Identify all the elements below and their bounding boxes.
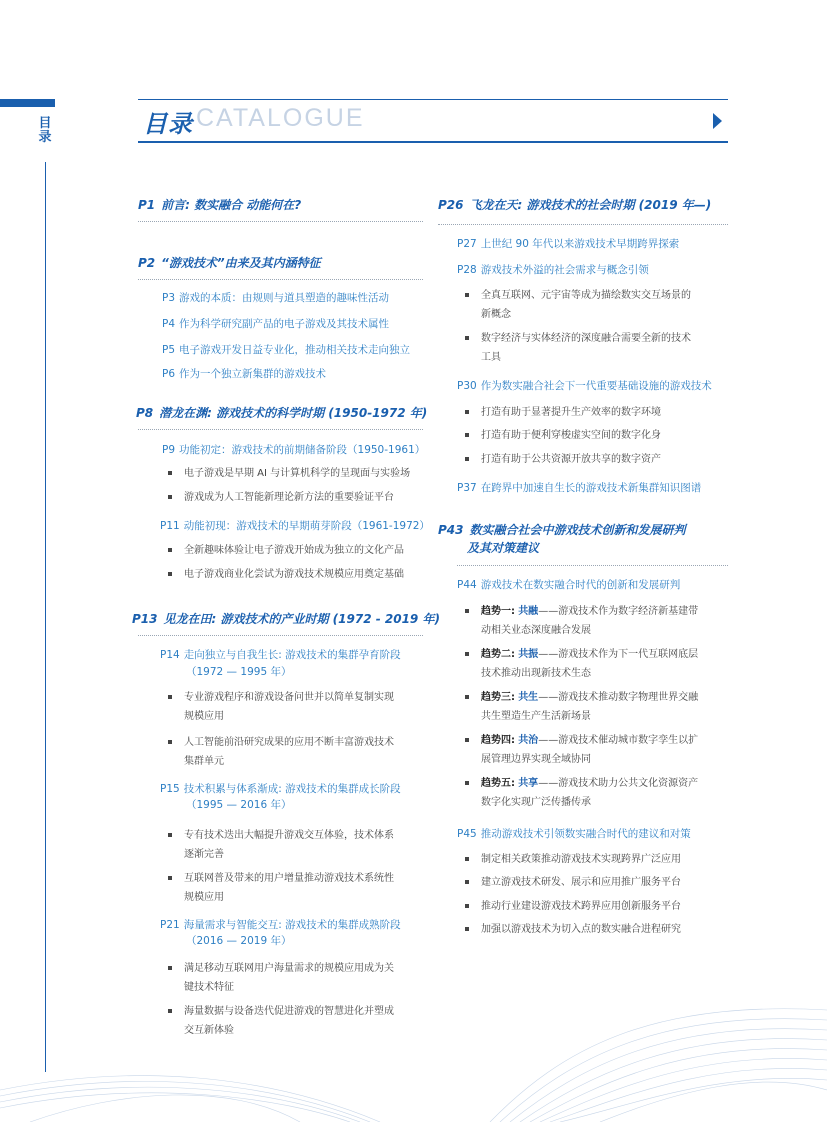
toc-page-number: P4 <box>162 318 176 330</box>
toc-page-number: P44 <box>457 579 477 591</box>
toc-entry-p15[interactable] <box>160 782 401 797</box>
page-title: 目录 <box>143 110 193 138</box>
toc-page-number: P6 <box>162 368 176 380</box>
toc-page-number: P8 <box>136 406 154 420</box>
toc-entry-title: 游戏技术在数实融合时代的创新和发展研判 <box>480 579 681 591</box>
dotted-divider <box>138 221 423 222</box>
toc-entry-title: 游戏技术外溢的社会需求与概念引领 <box>480 264 649 276</box>
toc-section-title-line2: 及其对策建议 <box>467 541 540 555</box>
bullet-item: 数字经济与实体经济的深度融合需要全新的技术 工具 <box>481 329 691 367</box>
toc-entry-p6[interactable] <box>162 367 326 382</box>
toc-entry-title: 作为科学研究副产品的电子游戏及其技术属性 <box>179 318 390 330</box>
toc-page-number: P5 <box>162 344 176 356</box>
toc-entry-title: 动能初现：游戏技术的早期萌芽阶段（1961-1972） <box>183 520 430 532</box>
toc-entry-p4[interactable] <box>162 317 389 332</box>
toc-section-p13[interactable] <box>132 610 440 627</box>
trend-item: 趋势三: 共生——游戏技术推动数字物理世界交融 共生塑造生产生活新场景 <box>481 688 698 726</box>
toc-page-number: P15 <box>160 783 180 795</box>
toc-entry-title: 推动游戏技术引领数实融合时代的建议和对策 <box>480 828 691 840</box>
toc-entry-p30[interactable] <box>457 379 712 394</box>
toc-entry-title: 电子游戏开发日益专业化，推动相关技术走向独立 <box>179 344 411 356</box>
trend-item: 趋势四: 共治——游戏技术催动城市数字孪生以扩 展管理边界实现全域协同 <box>481 731 698 769</box>
toc-entry-p21[interactable] <box>160 918 401 933</box>
toc-page-number: P1 <box>138 198 156 212</box>
toc-entry-p37[interactable] <box>457 481 701 496</box>
toc-section-title: 前言: 数实融合 动能何在? <box>161 198 302 212</box>
toc-entry-p5[interactable] <box>162 343 410 358</box>
toc-section-p26[interactable] <box>438 196 711 213</box>
bullet-item: 满足移动互联网用户海量需求的规模应用成为关 键技术特征 <box>184 959 394 997</box>
toc-page-number: P13 <box>132 612 158 626</box>
bullet-item: 游戏成为人工智能新理论新方法的重要验证平台 <box>184 488 394 507</box>
toc-entry-title: 上世纪 90 年代以来游戏技术早期跨界探索 <box>480 238 680 250</box>
toc-entry-title: 作为一个独立新集群的游戏技术 <box>179 368 327 380</box>
toc-entry-years: （1972 — 1995 年） <box>186 666 292 678</box>
bullet-item: 专有技术迭出大幅提升游戏交互体验，技术体系 逐渐完善 <box>184 826 394 864</box>
toc-entry-p44[interactable] <box>457 578 680 593</box>
toc-page-number: P28 <box>457 264 477 276</box>
toc-section-title: 飞龙在天: 游戏技术的社会时期 (2019 年—) <box>469 198 712 212</box>
toc-section-p43[interactable] <box>438 521 686 538</box>
toc-section-title: “游戏技术”由来及其内涵特征 <box>161 256 321 270</box>
bullet-item: 加强以游戏技术为切入点的数实融合进程研究 <box>481 920 681 939</box>
bullet-item: 打造有助于公共资源开放共享的数字资产 <box>481 450 661 469</box>
toc-entry-title: 功能初定：游戏技术的前期储备阶段（1950-1961） <box>179 444 426 456</box>
side-vertical-rule <box>45 162 46 1072</box>
toc-entry-years: （2016 — 2019 年） <box>186 935 292 947</box>
toc-page-number: P2 <box>138 256 156 270</box>
toc-page-number: P21 <box>160 919 180 931</box>
toc-section-title: 见龙在田: 游戏技术的产业时期 (1972 - 2019 年) <box>163 612 440 626</box>
bullet-item: 全真互联网、元宇宙等成为描绘数实交互场景的 新概念 <box>481 286 691 324</box>
bullet-item: 打造有助于便利穿梭虚实空间的数字化身 <box>481 426 661 445</box>
toc-page-number: P9 <box>162 444 176 456</box>
toc-page-number: P30 <box>457 380 477 392</box>
trend-item: 趋势二: 共振——游戏技术作为下一代互联网底层 技术推动出现新技术生态 <box>481 645 698 683</box>
toc-entry-p3[interactable] <box>162 291 389 306</box>
bullet-item: 建立游戏技术研发、展示和应用推广服务平台 <box>481 873 681 892</box>
toc-entry-p9[interactable] <box>162 443 425 458</box>
toc-section-p2[interactable] <box>138 254 321 271</box>
toc-page-number: P26 <box>438 198 464 212</box>
dotted-divider <box>138 279 423 280</box>
header-bottom-rule <box>138 141 728 143</box>
side-tab-bar <box>0 99 55 107</box>
bullet-item: 海量数据与设备迭代促进游戏的智慧进化并塑成 交互新体验 <box>184 1002 394 1040</box>
trend-item: 趋势五: 共享——游戏技术助力公共文化资源资产 数字化实现广泛传播传承 <box>481 774 698 812</box>
toc-section-p8[interactable] <box>136 404 427 421</box>
toc-entry-years: （1995 — 2016 年） <box>186 799 292 811</box>
toc-page-number: P3 <box>162 292 176 304</box>
toc-entry-title: 海量需求与智能交互: 游戏技术的集群成熟阶段 <box>183 919 401 931</box>
arrow-right-icon <box>713 113 722 129</box>
toc-entry-title: 走向独立与自我生长: 游戏技术的集群孕育阶段 <box>183 649 401 661</box>
toc-entry-p28[interactable] <box>457 263 649 278</box>
dotted-divider <box>138 635 423 636</box>
toc-entry-p11[interactable] <box>160 519 430 534</box>
toc-entry-title: 游戏的本质：由规则与道具塑造的趣味性活动 <box>179 292 390 304</box>
toc-section-p1[interactable] <box>138 196 301 213</box>
bullet-item: 推动行业建设游戏技术跨界应用创新服务平台 <box>481 897 681 916</box>
toc-page-number: P27 <box>457 238 477 250</box>
toc-page-number: P43 <box>438 523 464 537</box>
bullet-item: 制定相关政策推动游戏技术实现跨界广泛应用 <box>481 850 681 869</box>
toc-page-number: P45 <box>457 828 477 840</box>
toc-page-number: P37 <box>457 482 477 494</box>
toc-entry-title: 在跨界中加速自生长的游戏技术新集群知识图谱 <box>480 482 702 494</box>
bullet-item: 打造有助于显著提升生产效率的数字环境 <box>481 403 661 422</box>
toc-entry-p27[interactable] <box>457 237 679 252</box>
toc-entry-p14[interactable] <box>160 648 401 663</box>
trend-item: 趋势一: 共融——游戏技术作为数字经济新基建带 动相关业态深度融合发展 <box>481 602 698 640</box>
toc-section-title: 潜龙在渊: 游戏技术的科学时期 (1950-1972 年) <box>159 406 428 420</box>
bullet-item: 电子游戏是早期 AI 与计算机科学的呈现面与实验场 <box>184 464 410 483</box>
toc-section-title: 数实融合社会中游戏技术创新和发展研判 <box>469 523 686 537</box>
dotted-divider <box>138 429 423 430</box>
header-top-rule <box>138 99 728 100</box>
bullet-item: 电子游戏商业化尝试为游戏技术规模应用奠定基础 <box>184 565 404 584</box>
dotted-divider <box>457 565 728 566</box>
toc-entry-title: 技术积累与体系渐成: 游戏技术的集群成长阶段 <box>183 783 401 795</box>
toc-entry-p45[interactable] <box>457 827 691 842</box>
bullet-item: 专业游戏程序和游戏设备问世并以简单复制实现 规模应用 <box>184 688 394 726</box>
bullet-item: 人工智能前沿研究成果的应用不断丰富游戏技术 集群单元 <box>184 733 394 771</box>
toc-entry-title: 作为数实融合社会下一代重要基础设施的游戏技术 <box>480 380 712 392</box>
side-label: 目录 <box>38 116 52 145</box>
bullet-item: 互联网普及带来的用户增量推动游戏技术系统性 规模应用 <box>184 869 394 907</box>
toc-page-number: P11 <box>160 520 180 532</box>
page-subtitle: CATALOGUE <box>196 104 365 132</box>
toc-page-number: P14 <box>160 649 180 661</box>
dotted-divider <box>438 224 728 225</box>
bullet-item: 全新趣味体验让电子游戏开始成为独立的文化产品 <box>184 541 404 560</box>
